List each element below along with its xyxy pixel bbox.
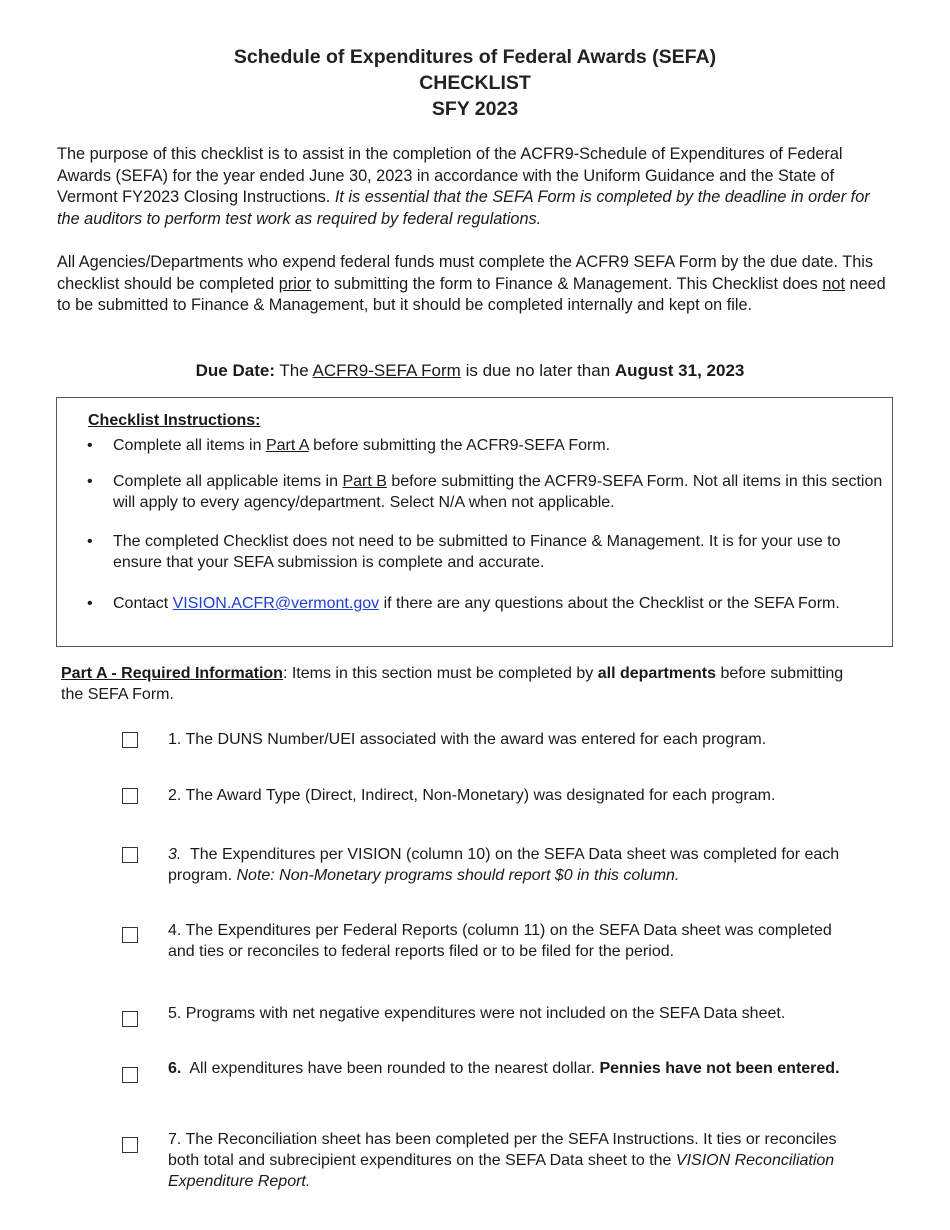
due-date-line bbox=[0, 360, 940, 382]
intro-p1-text: The purpose of this checklist is to assist in the completion of the ACFR9-Schedule of Expenditures of Federal Awards (SEFA) for the year ended June 30, 2023 in accordance with the Uniform Guidance and the State of Vermont FY2023 Closing Instructions. bbox=[57, 145, 843, 206]
bullet-icon: • bbox=[87, 595, 93, 612]
intro-p2-not: not bbox=[822, 274, 845, 293]
intro-p2-prior: prior bbox=[278, 274, 312, 293]
title-line-2: CHECKLIST bbox=[419, 72, 531, 94]
intro-paragraph-1 bbox=[57, 144, 887, 230]
item-3 bbox=[168, 844, 858, 886]
item-6-number: 6. bbox=[168, 1060, 182, 1077]
instruction-text: if there are any questions about the Checklist or the SEFA Form. bbox=[383, 595, 840, 612]
bullet-icon: • bbox=[87, 533, 93, 550]
due-date-text-2: is due no later than bbox=[465, 361, 611, 380]
item-4-text: 4. The Expenditures per Federal Reports (column 11) on the SEFA Data sheet was completed and ties or reconciles to federal reports filed or to be filed for the period. bbox=[168, 922, 832, 960]
instruction-text: before submitting the ACFR9-SEFA Form. bbox=[313, 437, 611, 454]
instruction-text: Complete all items in bbox=[113, 437, 262, 454]
due-date-label: Due Date: bbox=[195, 361, 275, 380]
part-a-text-2: before submitting the SEFA Form. bbox=[61, 665, 844, 703]
item-7-text: 7. The Reconciliation sheet has been completed per the SEFA Instructions. It ties or reconciles both total and subrecipient expenditures on the SEFA Data sheet to the bbox=[168, 1131, 837, 1169]
instruction-text: The completed Checklist does not need to be submitted to Finance & Management. It is for your use to ensure that your SEFA submission is complete and accurate. bbox=[113, 533, 841, 571]
item-1-checkbox[interactable] bbox=[122, 732, 138, 748]
part-a-ref: Part A bbox=[265, 437, 309, 454]
instruction-bullet-4 bbox=[87, 593, 883, 614]
item-5-checkbox[interactable] bbox=[122, 1011, 138, 1027]
item-3-checkbox[interactable] bbox=[122, 847, 138, 863]
checklist-instructions-box bbox=[56, 397, 893, 647]
item-6 bbox=[168, 1058, 858, 1079]
item-2-text: 2. The Award Type (Direct, Indirect, Non-Monetary) was designated for each program. bbox=[168, 787, 776, 804]
item-5-text: 5. Programs with net negative expenditures were not included on the SEFA Data sheet. bbox=[168, 1005, 786, 1022]
bullet-icon: • bbox=[87, 437, 93, 454]
intro-p1-italic: It is essential that the SEFA Form is completed by the deadline in order for the auditors to perform test work as required by federal regulations. bbox=[57, 188, 870, 228]
intro-p2-text-b: to submitting the form to Finance & Management. This Checklist does bbox=[315, 274, 818, 293]
due-date-form: ACFR9-SEFA Form bbox=[312, 361, 461, 380]
instruction-bullet-1 bbox=[87, 435, 883, 456]
title-line-1: Schedule of Expenditures of Federal Awards (SEFA) bbox=[233, 46, 717, 68]
part-a-bold: all departments bbox=[597, 665, 717, 682]
instruction-text: Complete all applicable items in bbox=[113, 473, 338, 490]
intro-p2-text-c: need to be submitted to Finance & Management, but it should be completed internally and kept on file. bbox=[57, 274, 886, 314]
item-7-italic: VISION Reconciliation Expenditure Report. bbox=[168, 1152, 835, 1190]
part-a-heading: Part A - Required Information bbox=[61, 665, 283, 682]
instruction-bullet-2 bbox=[87, 471, 883, 513]
item-7-checkbox[interactable] bbox=[122, 1137, 138, 1153]
due-date-date: August 31, 2023 bbox=[614, 361, 745, 380]
bullet-icon: • bbox=[87, 473, 93, 490]
email-link[interactable]: VISION.ACFR@vermont.gov bbox=[172, 595, 380, 612]
item-6-checkbox[interactable] bbox=[122, 1067, 138, 1083]
instruction-text: before submitting the ACFR9-SEFA Form. Not all items in this section will apply to every agency/department. Select N/A when not applicable. bbox=[113, 473, 883, 511]
intro-paragraph-2 bbox=[57, 252, 887, 317]
part-a-intro bbox=[61, 663, 861, 705]
item-1-text: 1. The DUNS Number/UEI associated with the award was entered for each program. bbox=[168, 731, 767, 748]
item-2-checkbox[interactable] bbox=[122, 788, 138, 804]
item-3-text: The Expenditures per VISION (column 10) on the SEFA Data sheet was completed for each program. bbox=[168, 846, 840, 884]
intro-p2-text-a: All Agencies/Departments who expend federal funds must complete the ACFR9 SEFA Form by the due date. This checklist should be completed bbox=[57, 253, 874, 293]
due-date-text-1: The bbox=[279, 361, 309, 380]
instruction-text: Contact bbox=[113, 595, 169, 612]
part-a-text-1: : Items in this section must be completed by bbox=[282, 665, 594, 682]
part-b-ref: Part B bbox=[342, 473, 387, 490]
title-line-3: SFY 2023 bbox=[431, 98, 519, 120]
instruction-bullet-3 bbox=[87, 531, 883, 573]
instructions-title: Checklist Instructions: bbox=[88, 412, 261, 429]
item-6-bold: Pennies have not been entered. bbox=[599, 1060, 840, 1077]
item-4-checkbox[interactable] bbox=[122, 927, 138, 943]
item-3-number: 3. bbox=[168, 846, 182, 863]
document-title bbox=[0, 44, 950, 122]
item-6-text: All expenditures have been rounded to the nearest dollar. bbox=[189, 1060, 595, 1077]
item-7 bbox=[168, 1129, 858, 1192]
item-3-note: Note: Non-Monetary programs should report $0 in this column. bbox=[236, 867, 680, 884]
